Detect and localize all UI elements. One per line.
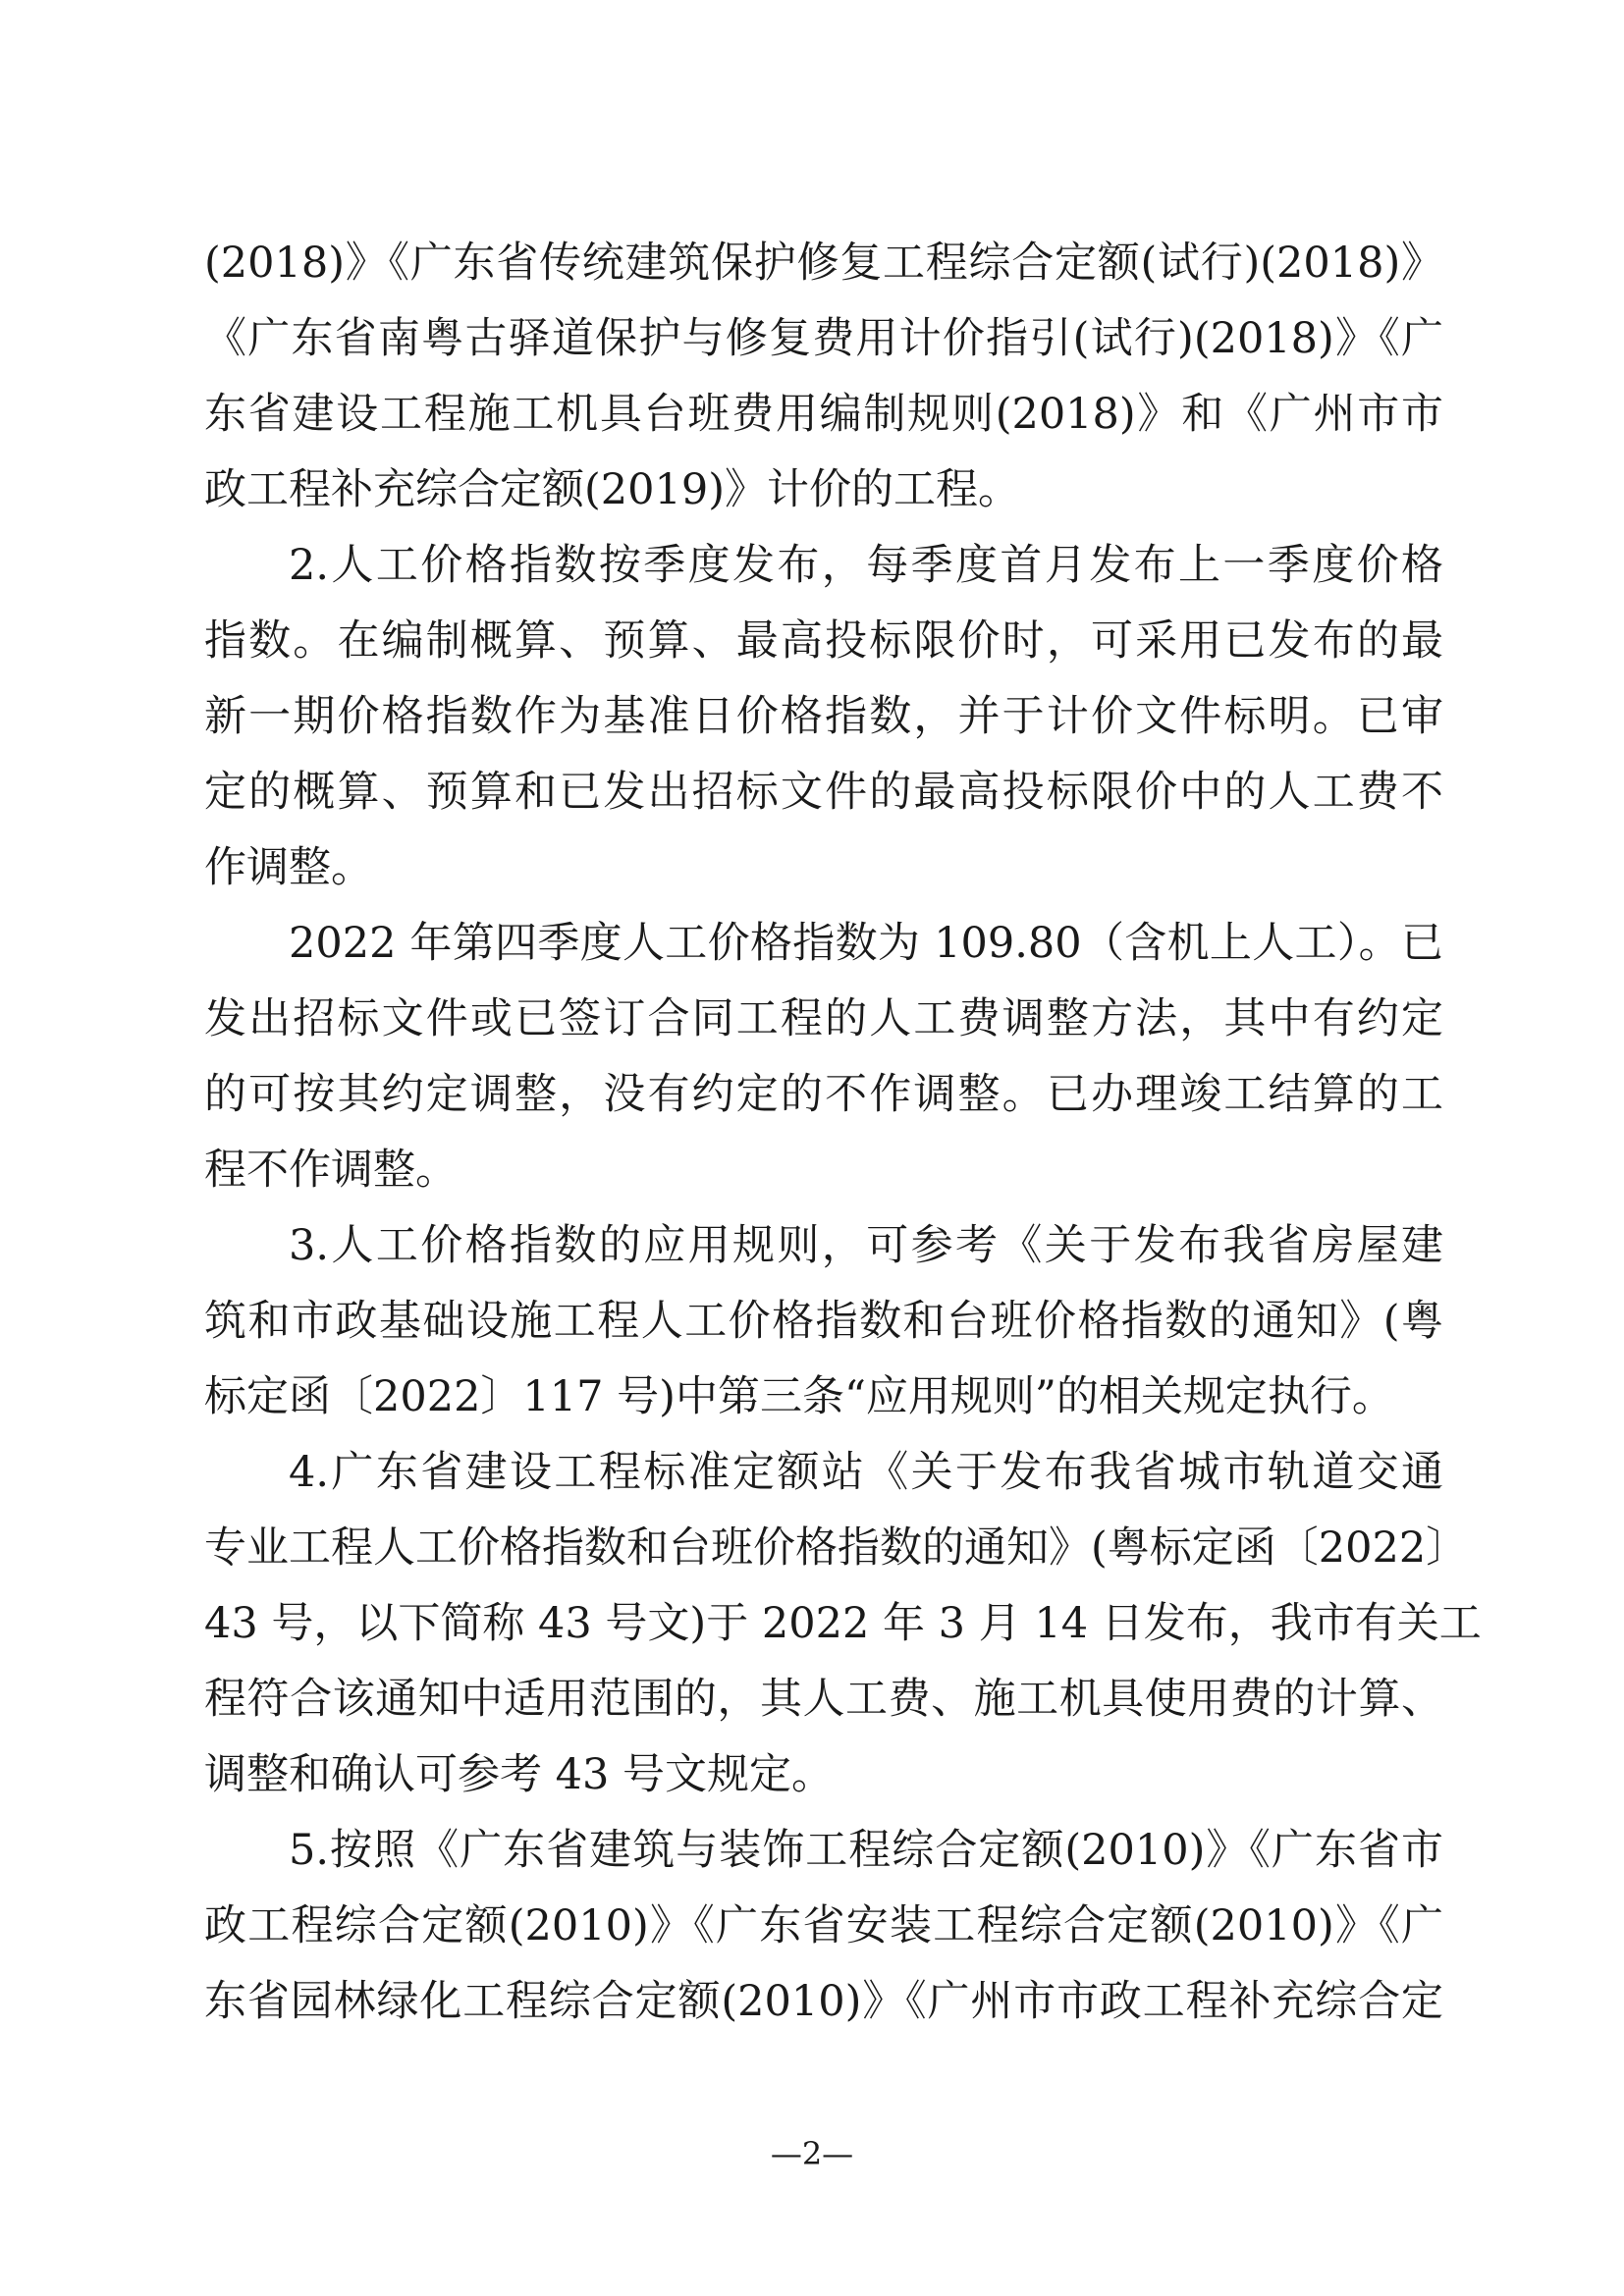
text-line-10: 2022 年第四季度人工价格指数为 109.80（含机上人工）。已 <box>289 919 1443 968</box>
text-line-2: 《广东省南粤古驿道保护与修复费用计价指引(试行)(2018)》《广 <box>204 314 1443 363</box>
text-line-13: 程不作调整。 <box>204 1146 458 1195</box>
text-line-12: 的可按其约定调整，没有约定的不作调整。已办理竣工结算的工 <box>204 1070 1443 1119</box>
text-line-7: 新一期价格指数作为基准日价格指数，并于计价文件标明。已审 <box>204 692 1443 741</box>
text-line-20: 程符合该通知中适用范围的，其人工费、施工机具使用费的计算、 <box>204 1675 1443 1724</box>
text-line-21: 调整和确认可参考 43 号文规定。 <box>204 1750 835 1799</box>
text-line-16: 标定函〔2022〕117 号)中第三条“应用规则”的相关规定执行。 <box>204 1372 1394 1421</box>
text-line-18: 专业工程人工价格指数和台班价格指数的通知》(粤标定函〔2022〕 <box>204 1523 1469 1573</box>
text-line-19: 43 号，以下简称 43 号文)于 2022 年 3 月 14 日发布，我市有关工 <box>204 1599 1482 1648</box>
text-line-3: 东省建设工程施工机具台班费用编制规则(2018)》和《广州市市 <box>204 390 1443 439</box>
text-line-15: 筑和市政基础设施工程人工价格指数和台班价格指数的通知》(粤 <box>204 1297 1443 1346</box>
page-number: —2— <box>770 2135 854 2172</box>
text-line-24: 东省园林绿化工程综合定额(2010)》《广州市市政工程补充综合定 <box>204 1977 1443 2026</box>
text-line-17: 4.广东省建设工程标准定额站《关于发布我省城市轨道交通 <box>289 1448 1443 1497</box>
text-line-8: 定的概算、预算和已发出招标文件的最高投标限价中的人工费不 <box>204 768 1443 817</box>
text-line-5: 2.人工价格指数按季度发布，每季度首月发布上一季度价格 <box>289 541 1443 590</box>
text-line-6: 指数。在编制概算、预算、最高投标限价时，可采用已发布的最 <box>204 616 1443 666</box>
text-line-1: (2018)》《广东省传统建筑保护修复工程综合定额(试行)(2018)》 <box>204 239 1443 288</box>
text-line-23: 政工程综合定额(2010)》《广东省安装工程综合定额(2010)》《广 <box>204 1901 1443 1950</box>
text-line-4: 政工程补充综合定额(2019)》计价的工程。 <box>204 465 1020 514</box>
text-line-11: 发出招标文件或已签订合同工程的人工费调整方法，其中有约定 <box>204 994 1443 1043</box>
body-text <box>204 226 1482 2040</box>
text-line-9: 作调整。 <box>204 843 373 892</box>
text-line-22: 5.按照《广东省建筑与装饰工程综合定额(2010)》《广东省市 <box>289 1826 1443 1875</box>
text-line-14: 3.人工价格指数的应用规则，可参考《关于发布我省房屋建 <box>289 1221 1443 1270</box>
